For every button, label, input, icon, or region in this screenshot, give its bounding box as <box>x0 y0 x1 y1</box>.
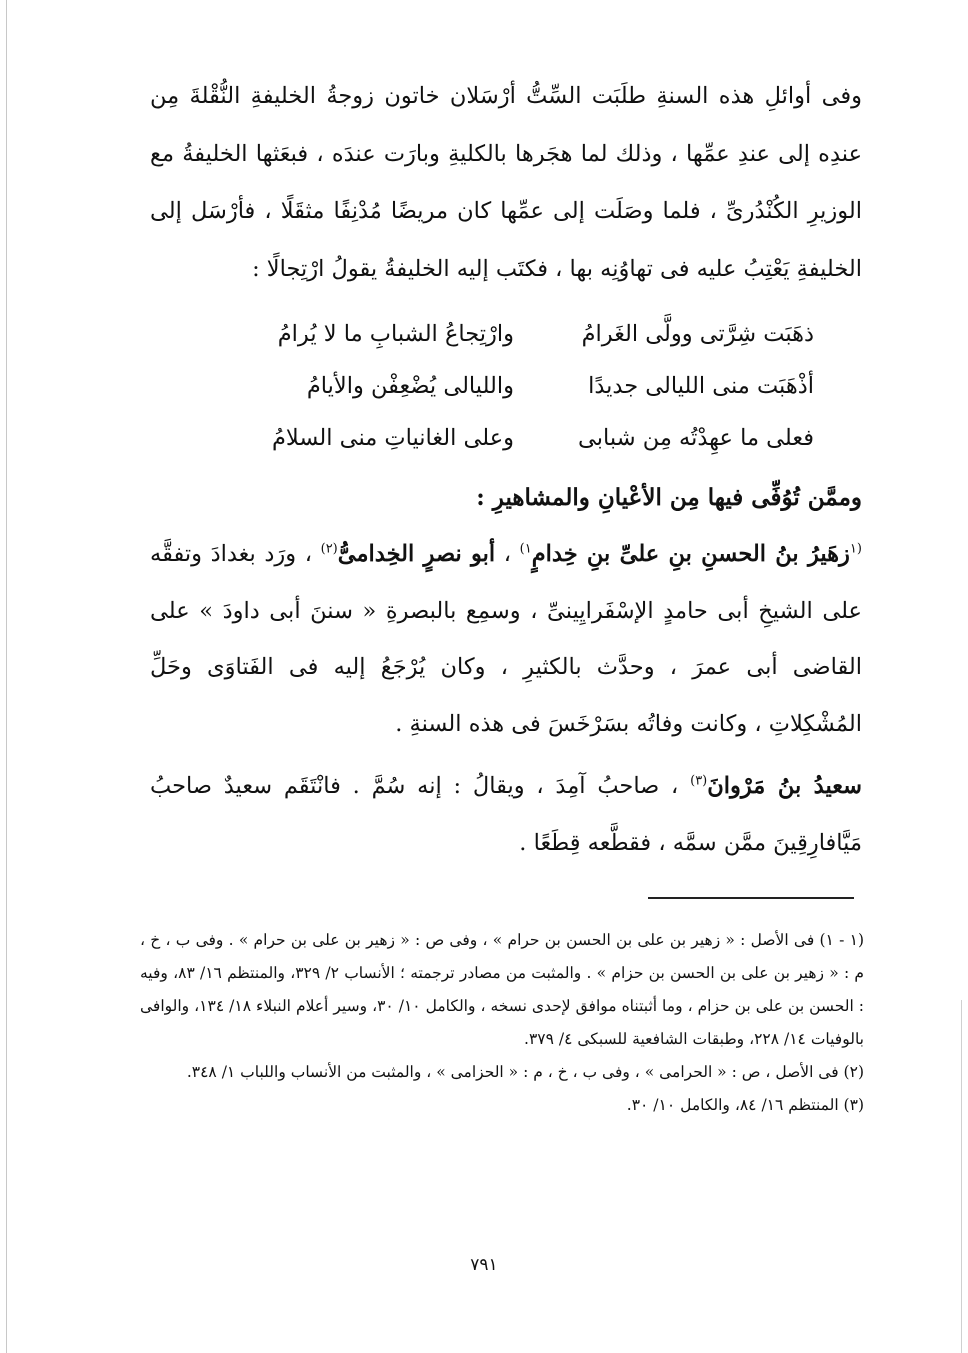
footnote-open-mark: (١ <box>849 541 862 557</box>
verse-second-hemistich: وارْتِجاعُ الشبابِ ما لا يُرامُ <box>277 321 514 347</box>
footnote-3: (٣) المنتظم ١٦/ ٨٤، والكامل ١٠/ ٣٠. <box>626 1096 864 1114</box>
verse-first-hemistich: أذْهَبَت منى الليالى جديدًا <box>588 373 814 399</box>
poem-verse <box>150 308 814 360</box>
intro-paragraph: وفى أوائلِ هذه السنةِ طلَبَت السِّتُّ أرْسَلان خاتون زوجةُ الخليفةِ النُّقْلةَ مِن عندِه إلى عندِ عمِّها ، وذلك لما هجَرها بالكليةِ وبارَت عندَه ، فبعَثها الخليفةُ مع الوزيرِ الكُنْدُرىِّ ، فلما وصَلَت إلى عمِّها كان مريضًا مُدْنِفًا مثقَلًا ، فأرْسَل إلى الخليفةِ يَعْتِبُ عليه فى تهاوُنِه بها ، فكتَب إليه الخليفةُ يقولُ ارْتِجالًا : <box>150 83 862 282</box>
scan-edge-left <box>6 0 7 1353</box>
person-name: سعيدُ بنُ مَرْوانَ <box>707 773 862 799</box>
footnotes <box>140 924 864 1122</box>
footnote-2: (٢) فى الأصل ، ص : « الحرامى » ، وفى ب ، خ ، م : « الحزامى » ، والمثبت من الأنساب واللباب ١/ ٣٤٨. <box>186 1063 864 1081</box>
verse-second-hemistich: والليالى يُضْعِفْن والأيامُ <box>306 373 514 399</box>
poem-verse <box>150 412 814 464</box>
biography-entry-said <box>150 758 862 871</box>
scan-edge-right <box>961 1000 962 1353</box>
footnote-divider <box>648 897 854 899</box>
poem-verse <box>150 360 814 412</box>
verse-second-hemistich: وعلى الغانياتِ منى السلامُ <box>272 425 514 451</box>
footnote-1: (١ - ١) فى الأصل : « زهير بن على بن الحسن بن حرام » ، وفى ص : « زهير بن على بن حرام » . وفى ب ، خ ، م : « زهير بن على بن الحسن بن حزام » . والمثبت من مصادر ترجمته ؛ الأنساب ٢/ ٣٢٩، والمنتظم ١٦/ ٨٣، وفيه : الحسن بن على بن حزام ، وما أثبتناه موافق لإحدى نسخه ، والكامل ١٠/ ٣٠، وسير أعلام النبلاء ١٨/ ١٣٤، والوافى بالوفيات ١٤/ ٢٢٨، وطبقات الشافعية للسبكى ٤/ ٣٧٩. <box>140 931 865 1048</box>
deaths-heading: وممَّن تُوُفِّى فيها مِن الأعْيانِ والمشاهيرِ : <box>476 484 862 511</box>
entry-text: ، ورَد بغدادَ وتفقَّه على الشيخِ أبى حامدٍ الإسْفَرايِينىِّ ، وسمِع بالبصرةِ « سننَ أبى داودَ » على القاضى أبى عمرَ ، وحدَّث بالكثيرِ ، وكان يُرْجَعُ إليه فى الفَتاوَى وحَلِّ المُشْكِلاتِ ، وكانت وفاتُه بسَرْخَسَ فى هذه السنةِ . <box>150 541 862 737</box>
page-body <box>150 68 862 871</box>
separator: ، <box>495 541 520 567</box>
footnote-mark: (٣) <box>690 773 708 789</box>
verse-first-hemistich: فعلى ما عهِدْتُه مِن شبابى <box>578 425 814 451</box>
footnote-close-mark: ١) <box>519 541 532 557</box>
biography-entry-zuhayr <box>150 526 862 752</box>
poem <box>150 308 862 464</box>
verse-first-hemistich: ذهَبَت شِرَّتى وولَّى الغَرامُ <box>581 321 814 347</box>
person-name: زهَيرُ بنُ الحسنِ بنِ علىِّ بنِ خِدامٍ <box>531 541 850 567</box>
entry-text: ، صاحبُ آمِدَ ، ويقالُ : إنه سُمَّ . فانْتَقَم سعيدٌ صاحبُ مَيَّافارِقِينَ ممَّن سمَّه ، فقطَّعه قِطَعًا . <box>150 773 862 856</box>
footnote-mark: (٢) <box>320 541 338 557</box>
person-kunya: أبو نصرٍ الخِدامىُّ <box>337 541 496 567</box>
page-number: ٧٩١ <box>470 1255 498 1275</box>
